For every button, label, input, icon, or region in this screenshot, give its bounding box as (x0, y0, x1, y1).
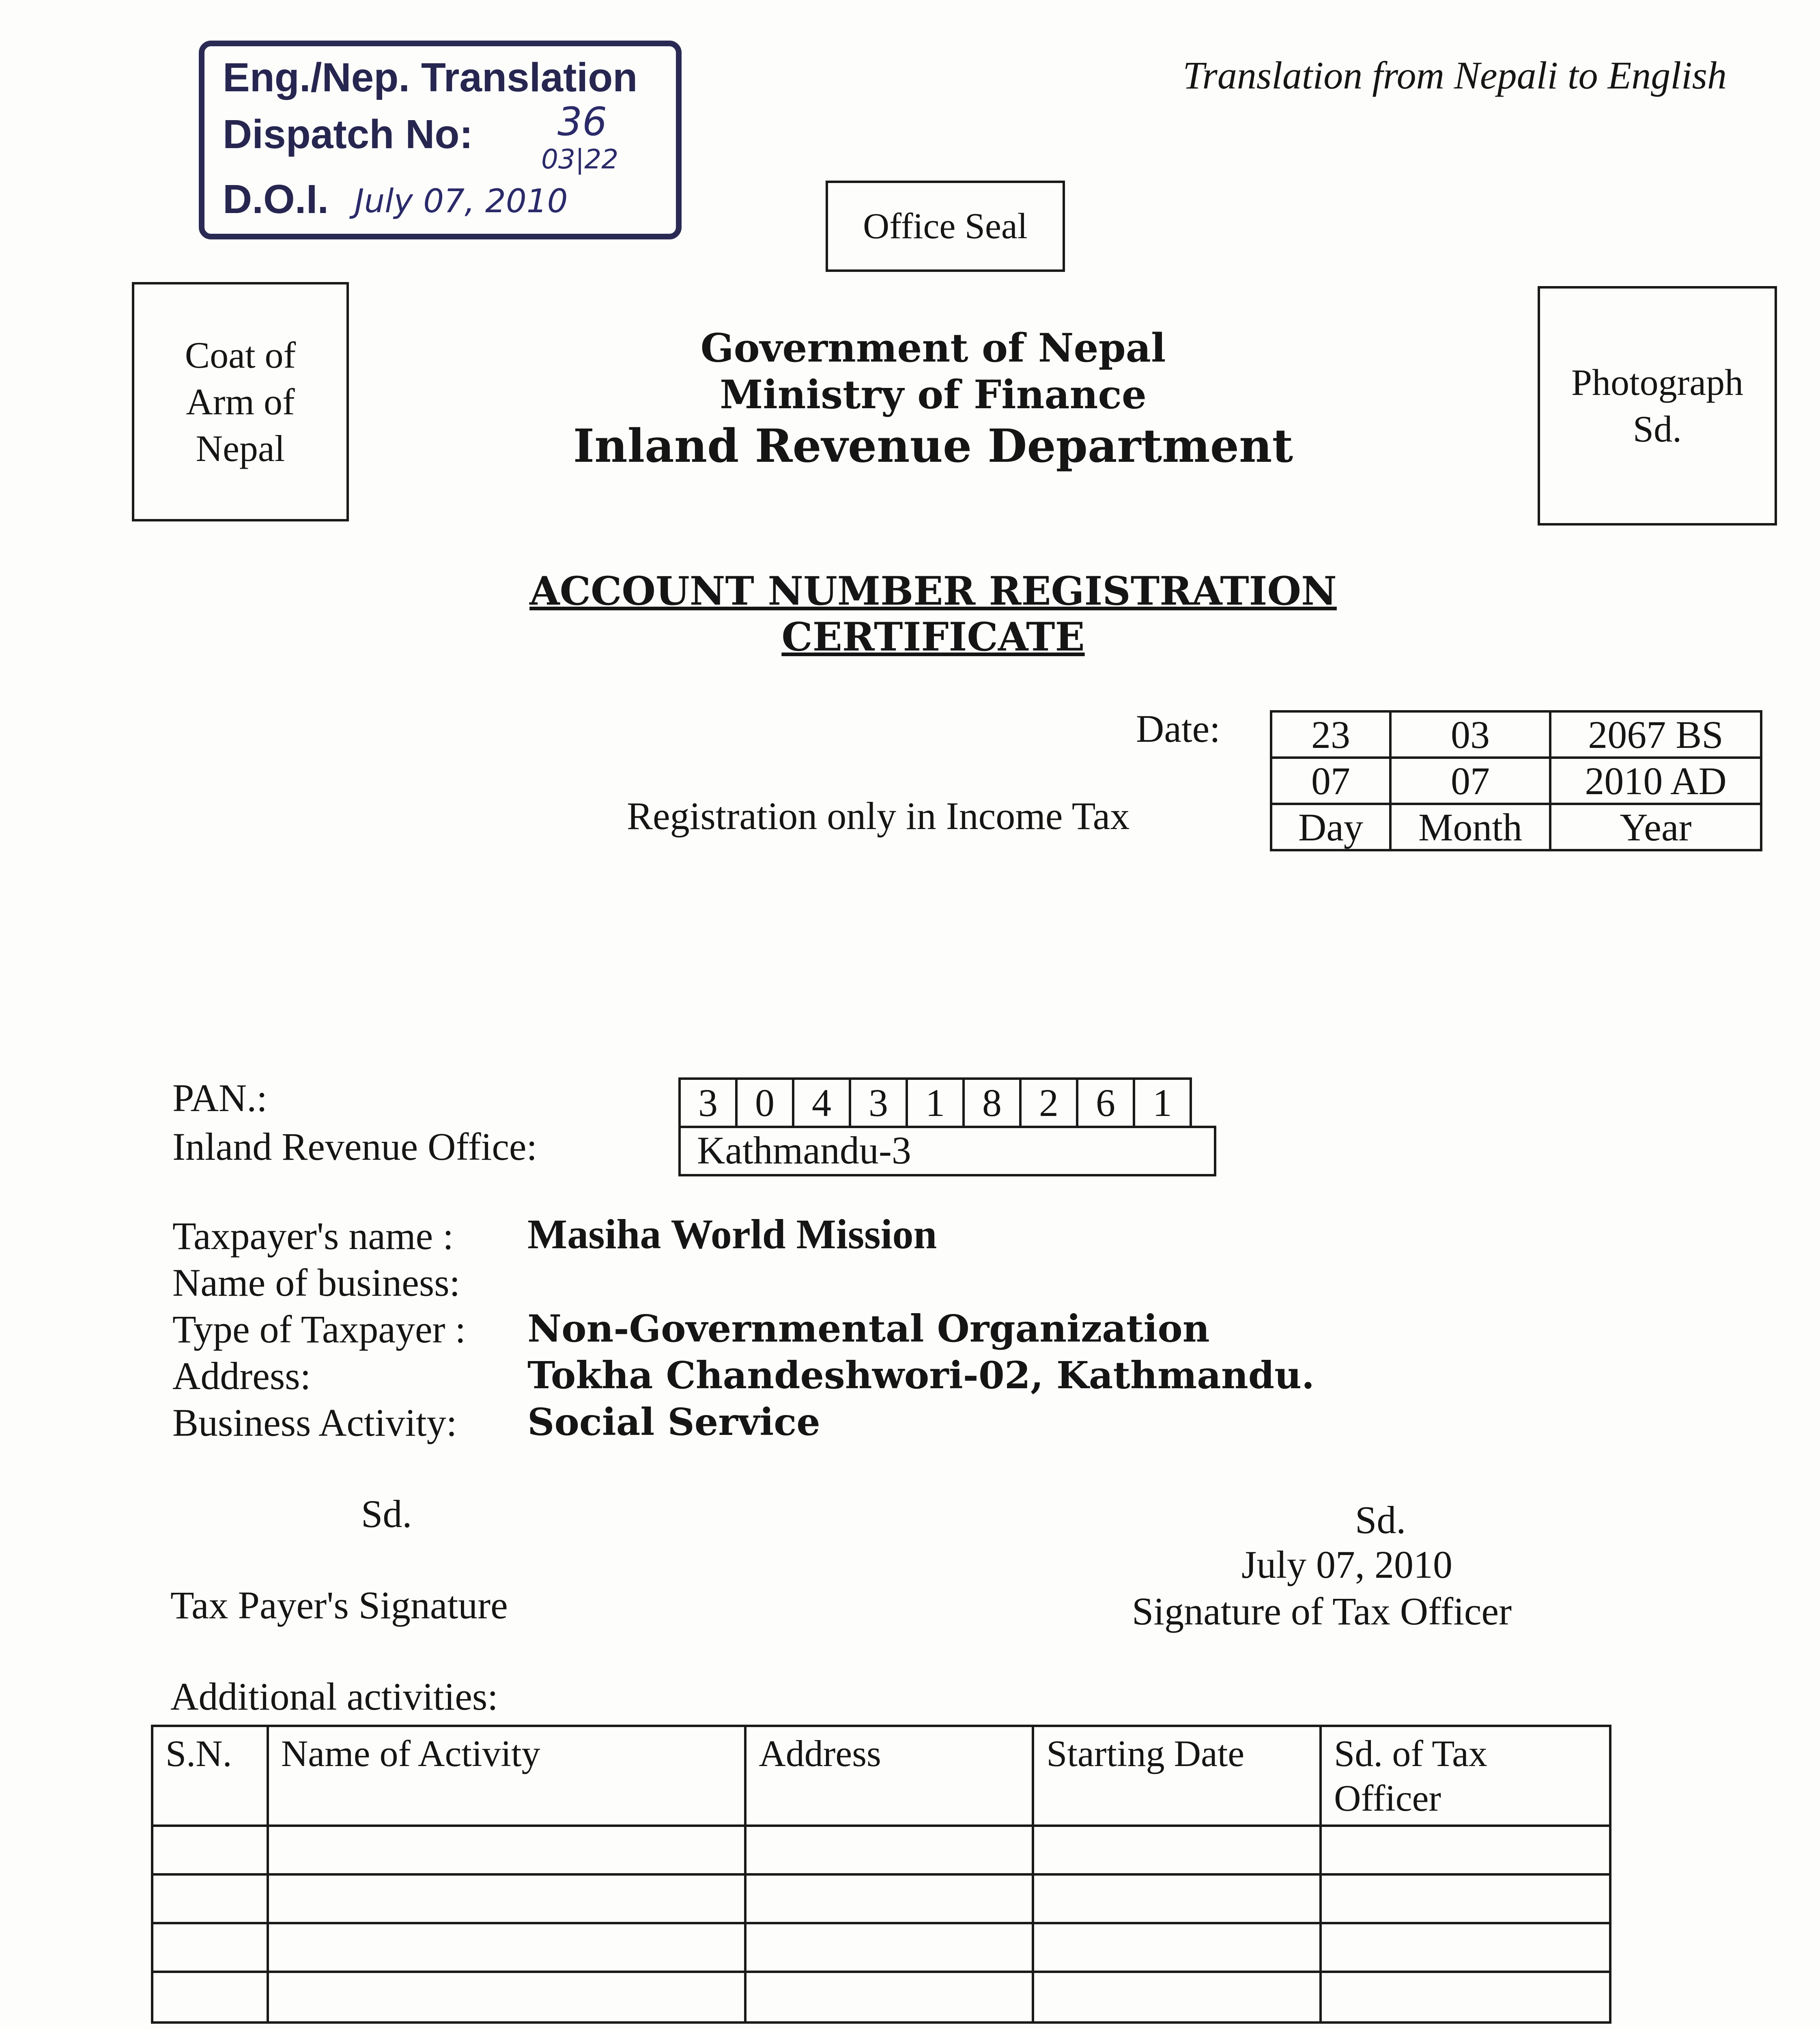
date-day-ad: 07 (1270, 756, 1392, 805)
date-month-ad: 07 (1389, 756, 1551, 805)
table-row (152, 1923, 1610, 1972)
pan-digit: 6 (1076, 1077, 1135, 1128)
taxpayer-type-label: Type of Taxpayer : (172, 1307, 466, 1351)
office-seal-box (826, 181, 1065, 272)
date-header-year: Year (1549, 803, 1762, 851)
business-name-label: Name of business: (172, 1261, 460, 1304)
department-name: Inland Revenue Department (573, 420, 1293, 473)
office-value-box (678, 1126, 1216, 1176)
certificate-title: ACCOUNT NUMBER REGISTRATION CERTIFICATE (529, 568, 1337, 660)
address-value: Tokha Chandeshwori-02, Kathmandu. (527, 1353, 1314, 1397)
date-header-month: Month (1389, 803, 1551, 851)
stamp-dispatch-sub: 03|22 (541, 144, 619, 175)
table-row (152, 1874, 1610, 1923)
government-name: Government of Nepal (700, 325, 1166, 371)
additional-activities-label: Additional activities: (170, 1675, 498, 1718)
business-activity-value: Social Service (527, 1400, 820, 1444)
photo-line-2: Sd. (1633, 408, 1682, 450)
header-sn: S.N. (152, 1726, 268, 1826)
office-seal-label: Office Seal (863, 206, 1028, 246)
issuing-authority (467, 325, 1400, 475)
coat-line-1: Coat of (185, 334, 296, 376)
date-header-day: Day (1270, 803, 1392, 851)
coat-line-3: Nepal (196, 427, 285, 469)
header-address: Address (745, 1726, 1033, 1826)
table-row (152, 1826, 1610, 1874)
pan-digit: 1 (906, 1077, 965, 1128)
pan-digit: 4 (792, 1077, 851, 1128)
officer-sign-date: July 07, 2010 (1241, 1543, 1453, 1586)
pan-digit: 8 (962, 1077, 1022, 1128)
photo-line-1: Photograph (1571, 362, 1744, 403)
stamp-line-translation: Eng./Nep. Translation (223, 55, 638, 100)
officer-sd: Sd. (1355, 1498, 1406, 1542)
registration-note: Registration only in Income Tax (627, 794, 1130, 838)
pan-digit: 0 (735, 1077, 794, 1128)
photograph-box (1538, 286, 1777, 526)
business-activity-label: Business Activity: (172, 1401, 457, 1444)
stamp-dispatch-number: 36 (557, 99, 607, 144)
date-year-bs: 2067 BS (1549, 710, 1762, 759)
pan-digit: 1 (1133, 1077, 1192, 1128)
date-month-bs: 03 (1389, 710, 1551, 759)
header-activity: Name of Activity (268, 1726, 745, 1826)
stamp-doi-value: July 07, 2010 (355, 182, 568, 220)
officer-signature-label: Signature of Tax Officer (1132, 1590, 1512, 1633)
ministry-name: Ministry of Finance (720, 372, 1147, 418)
table-row (152, 1972, 1610, 2023)
pan-label: PAN.: (172, 1076, 267, 1120)
pan-digit: 3 (678, 1077, 738, 1128)
date-label: Date: (1136, 707, 1220, 750)
taxpayer-type-value: Non-Governmental Organization (527, 1307, 1210, 1351)
dispatch-stamp (199, 41, 682, 239)
pan-digit: 3 (849, 1077, 908, 1128)
translation-note: Translation from Nepali to English (1183, 54, 1727, 97)
payer-sd: Sd. (361, 1492, 412, 1536)
office-value: Kathmandu-3 (697, 1129, 911, 1172)
office-label: Inland Revenue Office: (172, 1125, 538, 1168)
date-day-bs: 23 (1270, 710, 1392, 759)
taxpayer-name-value: Masiha World Mission (527, 1211, 937, 1258)
coat-of-arms-box (132, 282, 349, 521)
header-start-date: Starting Date (1033, 1726, 1321, 1826)
pan-digit: 2 (1019, 1077, 1078, 1128)
stamp-line-doi: D.O.I. (223, 177, 329, 222)
additional-activities-table (151, 1725, 1611, 2024)
taxpayer-name-label: Taxpayer's name : (172, 1214, 454, 1258)
stamp-line-dispatch: Dispatch No: (223, 112, 473, 157)
date-year-ad: 2010 AD (1549, 756, 1762, 805)
table-header-row (152, 1726, 1610, 1826)
payer-signature-label: Tax Payer's Signature (170, 1583, 508, 1627)
address-label: Address: (172, 1354, 311, 1398)
coat-line-2: Arm of (186, 381, 295, 422)
header-officer-sd: Sd. of Tax Officer (1321, 1726, 1610, 1826)
